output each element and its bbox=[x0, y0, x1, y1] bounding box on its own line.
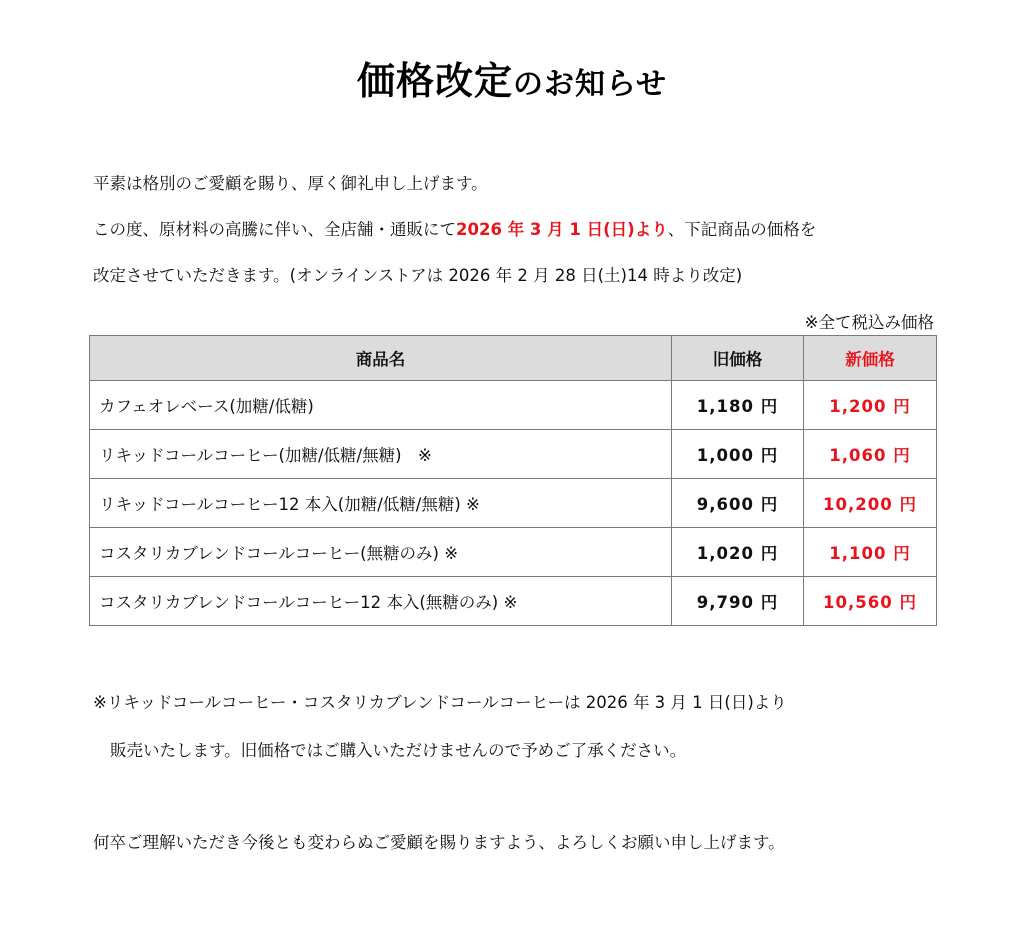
product-name: コスタリカブレンドコールコーヒー12 本入(無糖のみ) ※ bbox=[90, 577, 672, 626]
table-header-row bbox=[90, 336, 937, 381]
new-price: 1,100 円 bbox=[804, 528, 937, 577]
table-row bbox=[90, 430, 937, 479]
footnote-line-1: ※リキッドコールコーヒー・コスタリカブレンドコールコーヒーは 2026 年 3 月 1 日(日)より bbox=[93, 693, 787, 712]
table-row bbox=[90, 528, 937, 577]
old-price: 1,180 円 bbox=[672, 381, 804, 430]
table-row bbox=[90, 381, 937, 430]
old-price: 1,020 円 bbox=[672, 528, 804, 577]
old-price: 9,790 円 bbox=[672, 577, 804, 626]
table-row bbox=[90, 479, 937, 528]
new-price: 10,200 円 bbox=[804, 479, 937, 528]
header-old-price: 旧価格 bbox=[672, 336, 804, 381]
notice-text-1: この度、原材料の高騰に伴い、全店舗・通販にて bbox=[93, 220, 456, 239]
notice-line-1 bbox=[93, 216, 816, 240]
product-name: カフェオレベース(加糖/低糖) bbox=[90, 381, 672, 430]
product-name: リキッドコールコーヒー(加糖/低糖/無糖) ※ bbox=[90, 430, 672, 479]
page-title bbox=[0, 50, 1024, 105]
new-price: 10,560 円 bbox=[804, 577, 937, 626]
greeting-text: 平素は格別のご愛顧を賜り、厚く御礼申し上げます。 bbox=[93, 174, 488, 193]
product-name: リキッドコールコーヒー12 本入(加糖/低糖/無糖) ※ bbox=[90, 479, 672, 528]
closing-text: 何卒ご理解いただき今後とも変わらぬご愛顧を賜りますよう、よろしくお願い申し上げます。 bbox=[93, 833, 785, 852]
table-row bbox=[90, 577, 937, 626]
tax-note: ※全て税込み価格 bbox=[804, 313, 934, 332]
title-main: 価格改定 bbox=[356, 59, 513, 103]
price-table bbox=[89, 335, 937, 626]
footnote-line-2: 販売いたします。旧価格ではご購入いただけませんので予めご了承ください。 bbox=[110, 741, 687, 760]
old-price: 1,000 円 bbox=[672, 430, 804, 479]
header-new-price: 新価格 bbox=[804, 336, 937, 381]
new-price: 1,060 円 bbox=[804, 430, 937, 479]
effective-date: 2026 年 3 月 1 日(日)より bbox=[456, 220, 668, 239]
product-name: コスタリカブレンドコールコーヒー(無糖のみ) ※ bbox=[90, 528, 672, 577]
notice-line-2: 改定させていただきます。(オンラインストアは 2026 年 2 月 28 日(土)14 時より改定) bbox=[93, 266, 743, 285]
header-product-name: 商品名 bbox=[90, 336, 672, 381]
new-price: 1,200 円 bbox=[804, 381, 937, 430]
notice-text-2: 、下記商品の価格を bbox=[667, 220, 817, 239]
old-price: 9,600 円 bbox=[672, 479, 804, 528]
title-suffix: のお知らせ bbox=[512, 67, 668, 102]
